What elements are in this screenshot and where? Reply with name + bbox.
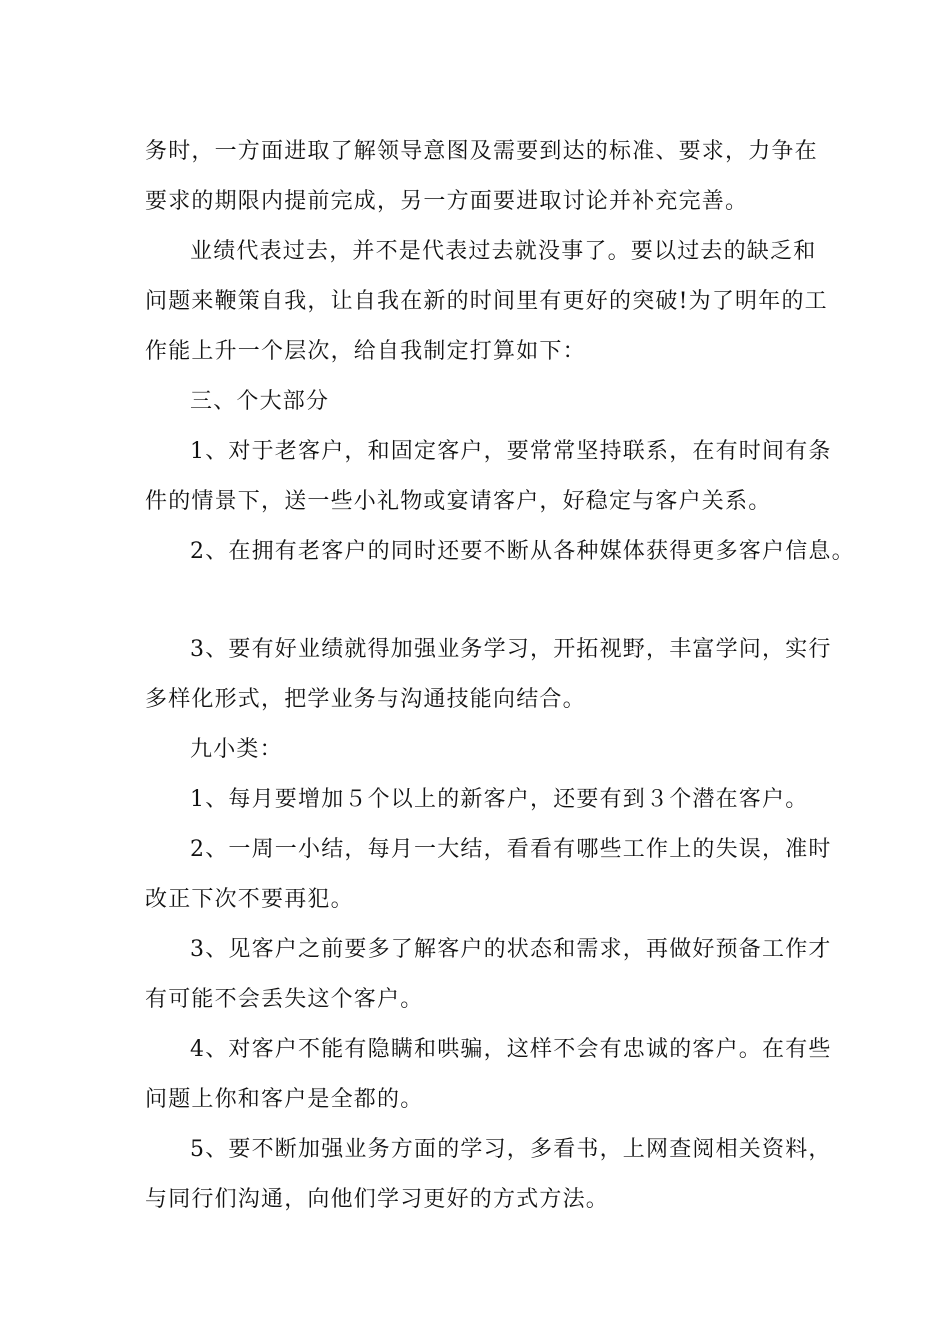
text-line: 3、见客户之前要多了解客户的状态和需求，再做好预备工作才: [190, 937, 832, 962]
section-heading: 九小类：: [190, 737, 283, 762]
section-heading: 三、个大部分: [190, 389, 330, 414]
text-line: 件的情景下，送一些小礼物或宴请客户，好稳定与客户关系。: [145, 489, 772, 514]
text-line: 1、每月要增加５个以上的新客户，还要有到３个潜在客户。: [190, 787, 809, 812]
text-line: 与同行们沟通，向他们学习更好的方式方法。: [145, 1187, 610, 1212]
text-line: 5、要不断加强业务方面的学习，多看书，上网查阅相关资料，: [190, 1137, 832, 1162]
text-line: 问题上你和客户是全都的。: [145, 1087, 424, 1112]
text-line: 改正下次不要再犯。: [145, 887, 354, 912]
text-line: 3、要有好业绩就得加强业务学习，开拓视野，丰富学问，实行: [190, 637, 832, 662]
text-line: 4、对客户不能有隐瞒和哄骗，这样不会有忠诚的客户。在有些: [190, 1037, 832, 1062]
text-line: 作能上升一个层次，给自我制定打算如下：: [145, 339, 586, 364]
text-line: 有可能不会丢失这个客户。: [145, 987, 424, 1012]
text-line: 要求的期限内提前完成，另一方面要进取讨论并补充完善。: [145, 189, 749, 214]
text-line: 问题来鞭策自我，让自我在新的时间里有更好的突破!为了明年的工: [145, 289, 828, 314]
text-line: 多样化形式，把学业务与沟通技能向结合。: [145, 687, 586, 712]
text-line: 1、对于老客户，和固定客户，要常常坚持联系，在有时间有条: [190, 439, 832, 464]
text-line: 务时，一方面进取了解领导意图及需要到达的标准、要求，力争在: [145, 139, 818, 164]
text-line: 2、一周一小结，每月一大结，看看有哪些工作上的失误，准时: [190, 837, 832, 862]
text-line: 2、在拥有老客户的同时还要不断从各种媒体获得更多客户信息。: [190, 539, 855, 564]
text-line: 业绩代表过去，并不是代表过去就没事了。要以过去的缺乏和: [190, 239, 817, 264]
